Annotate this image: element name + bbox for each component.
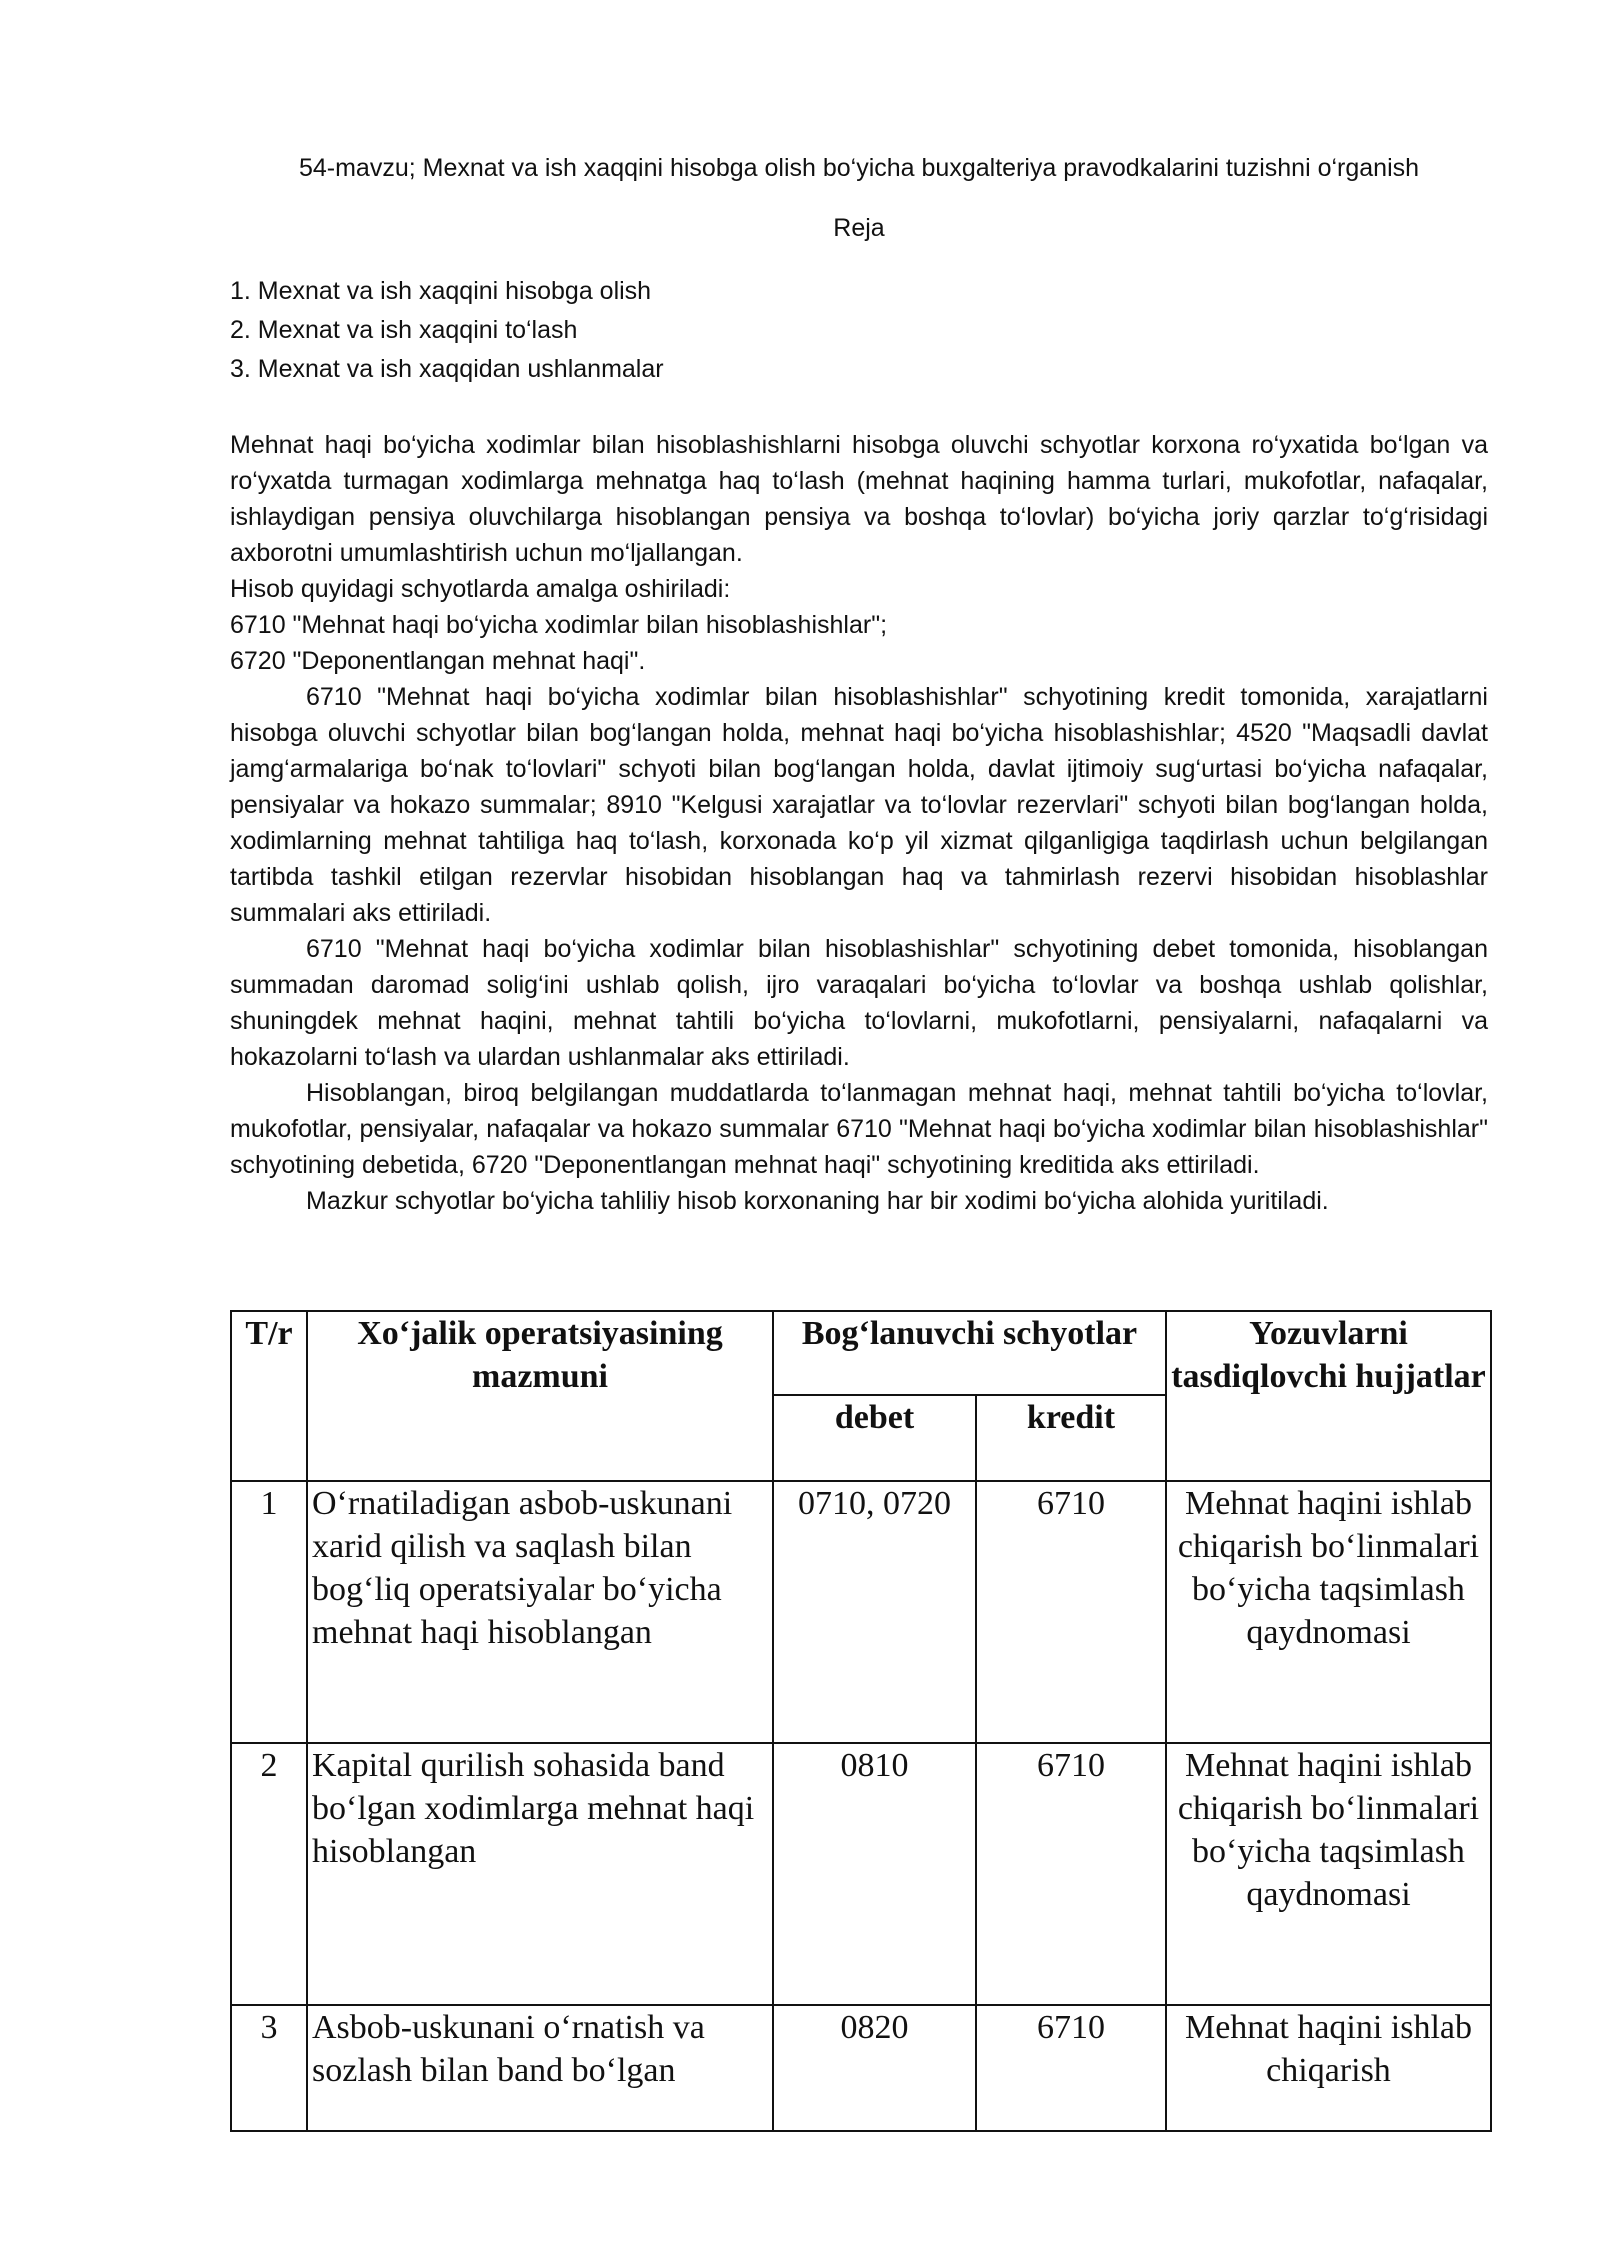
paragraph: 6710 "Mehnat haqi bo‘yicha xodimlar bilan hisoblashishlar" schyotining debet tomonida, hisoblangan summadan daromad solig‘ini ushlab qolish, ijro varaqalari bo‘yicha to‘lovlar va boshqa ushlab qolishlar, shuningdek mehnat haqini, mehnat tahtili bo‘yicha to‘lovlarni, mukofotlarni, pensiyalarni, nafaqalarni va hokazolarni to‘lash va ulardan ushlanmalar aks ettiriladi. xyxy=(230,935,1488,1071)
row-operation: Kapital qurilish sohasida band bo‘lgan xodimlarga mehnat haqi hisoblangan xyxy=(307,1743,773,2005)
header-accounts: Bog‘lanuvchi schyotlar xyxy=(773,1311,1166,1395)
plan-list xyxy=(230,272,1488,389)
plan-item: 2. Mexnat va ish xaqqini to‘lash xyxy=(230,316,578,344)
row-debit: 0810 xyxy=(773,1743,976,2005)
header-debit: debet xyxy=(773,1395,976,1481)
row-num: 3 xyxy=(231,2005,307,2131)
header-documents: Yozuvlarni tasdiqlovchi hujjatlar xyxy=(1166,1311,1491,1481)
row-documents: Mehnat haqini ishlab chiqarish xyxy=(1166,2005,1491,2131)
row-debit: 0820 xyxy=(773,2005,976,2131)
table-row xyxy=(231,1481,1491,1743)
row-documents: Mehnat haqini ishlab chiqarish bo‘linmalari bo‘yicha taqsimlash qaydnomasi xyxy=(1166,1743,1491,2005)
page-title: 54-mavzu; Mexnat va ish xaqqini hisobga olish bo‘yicha buxgalteriya pravodkalarini tuzishni o‘rganish xyxy=(298,154,1420,182)
row-debit: 0710, 0720 xyxy=(773,1481,976,1743)
row-operation: Asbob-uskunani o‘rnatish va sozlash bilan band bo‘lgan xyxy=(307,2005,773,2131)
paragraph: Hisoblangan, biroq belgilangan muddatlarda to‘lanmagan mehnat haqi, mehnat tahtili bo‘yicha to‘lovlar, mukofotlar, pensiyalar, nafaqalar va hokazo summalar 6710 "Mehnat haqi bo‘yicha xodimlar bilan hisoblashishlar" schyotining debetida, 6720 "Deponentlangan mehnat haqi" schyotining kreditida aks ettiriladi. xyxy=(230,1079,1488,1179)
table-row xyxy=(231,1743,1491,2005)
table-header-row xyxy=(231,1311,1491,1395)
paragraph: Mazkur schyotlar bo‘yicha tahliliy hisob korxonaning har bir xodimi bo‘yicha alohida yuritiladi. xyxy=(306,1187,1329,1215)
plan-item: 3. Mexnat va ish xaqqidan ushlanmalar xyxy=(230,355,664,383)
row-credit: 6710 xyxy=(976,1743,1166,2005)
header-credit: kredit xyxy=(976,1395,1166,1481)
operations-table xyxy=(230,1310,1492,2132)
paragraph: Hisob quyidagi schyotlarda amalga oshiriladi: xyxy=(230,575,731,603)
table-row xyxy=(231,2005,1491,2131)
paragraph: Mehnat haqi bo‘yicha xodimlar bilan hisoblashishlarni hisobga oluvchi schyotlar korxona ro‘yxatida bo‘lgan va ro‘yxatda turmagan xodimlarga mehnatga haq to‘lash (mehnat haqining hamma turlari, mukofotlar, nafaqalar, ishlaydigan pensiya oluvchilarga hisoblangan pensiya va boshqa to‘lovlar) bo‘yicha joriy qarzlar to‘g‘risidagi axborotni umumlashtirish uchun mo‘ljallangan. xyxy=(230,431,1488,567)
row-num: 1 xyxy=(231,1481,307,1743)
row-credit: 6710 xyxy=(976,2005,1166,2131)
paragraph: 6710 "Mehnat haqi bo‘yicha xodimlar bilan hisoblashishlar" schyotining kredit tomonida, xarajatlarni hisobga oluvchi schyotlar bilan bog‘langan holda, mehnat haqi bo‘yicha hisoblashishlar; 4520 "Maqsadli davlat jamg‘armalariga bo‘nak to‘lovlari" schyoti bilan bog‘langan holda, davlat ijtimoiy sug‘urtasi bo‘yicha nafaqalar, pensiyalar va hokazo summalar; 8910 "Kelgusi xarajatlar va to‘lovlar rezervlari" schyoti bilan bog‘langan holda, xodimlarning mehnat tahtiliga haq to‘lash, korxonada ko‘p yil xizmat qilganligiga taqdirlash uchun belgilangan tartibda tashkil etilgan rezervlar hisobidan hisoblangan haq va tahmirlash rezervi hisobidan hisoblashlar summalari aks ettiriladi. xyxy=(230,683,1488,927)
row-documents: Mehnat haqini ishlab chiqarish bo‘linmalari bo‘yicha taqsimlash qaydnomasi xyxy=(1166,1481,1491,1743)
paragraph: 6720 "Deponentlangan mehnat haqi". xyxy=(230,647,646,675)
plan-heading: Reja xyxy=(833,214,885,242)
document-body xyxy=(230,150,1488,1219)
body-text xyxy=(230,427,1488,1219)
row-credit: 6710 xyxy=(976,1481,1166,1743)
paragraph: 6710 "Mehnat haqi bo‘yicha xodimlar bilan hisoblashishlar"; xyxy=(230,611,888,639)
header-num: T/r xyxy=(231,1311,307,1481)
plan-item: 1. Mexnat va ish xaqqini hisobga olish xyxy=(230,277,652,305)
row-num: 2 xyxy=(231,1743,307,2005)
row-operation: O‘rnatiladigan asbob-uskunani xarid qilish va saqlash bilan bog‘liq operatsiyalar bo‘yicha mehnat haqi hisoblangan xyxy=(307,1481,773,1743)
header-operation: Xo‘jalik operatsiyasining mazmuni xyxy=(307,1311,773,1481)
